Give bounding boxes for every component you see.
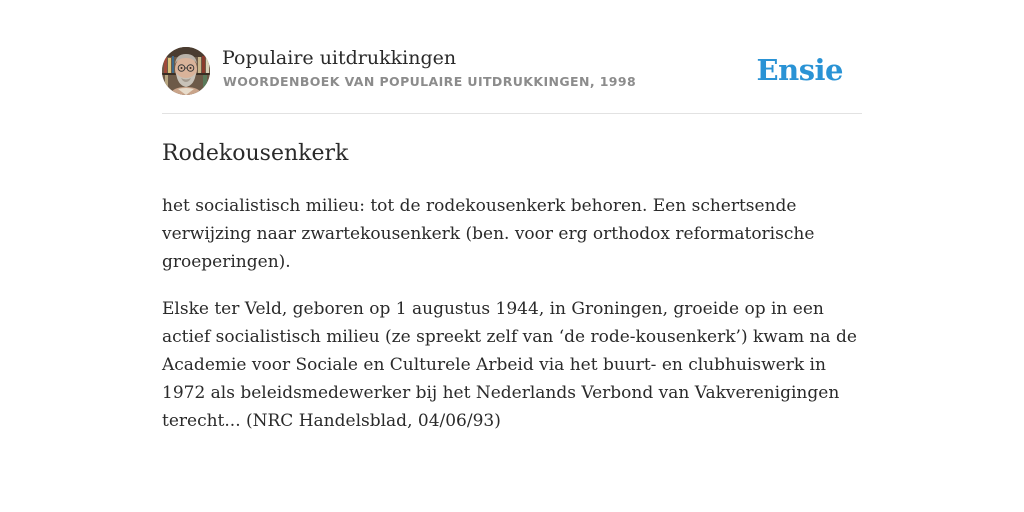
author-avatar[interactable] <box>162 47 210 95</box>
entry-definition: het socialistisch milieu: tot de rodekousenkerk behoren. Een schertsende verwijzing naar zwartekousenkerk (ben. voor erg orthodox reformatorische groeperingen). <box>162 196 815 272</box>
entry-header <box>162 46 862 114</box>
avatar-image <box>162 47 210 95</box>
entry-title: Rodekousenkerk <box>162 141 349 166</box>
ensie-logo[interactable]: Ensie <box>756 53 843 87</box>
entry-example-quote: Elske ter Veld, geboren op 1 augustus 1944, in Groningen, groeide op in een actief socialistisch milieu (ze spreekt zelf van ‘de rode-kousenkerk’) kwam na de Academie voor Sociale en Culturele Arbeid via het buurt- en clubhuiswerk in 1972 als beleidsmedewerker bij het Nederlands Verbond van Vakverenigingen terecht... (NRC Handelsblad, 04/06/93) <box>162 299 857 431</box>
entry-card <box>162 46 862 435</box>
source-subtitle: WOORDENBOEK VAN POPULAIRE UITDRUKKINGEN, 1998 <box>223 74 637 89</box>
source-title[interactable]: Populaire uitdrukkingen <box>222 47 457 69</box>
